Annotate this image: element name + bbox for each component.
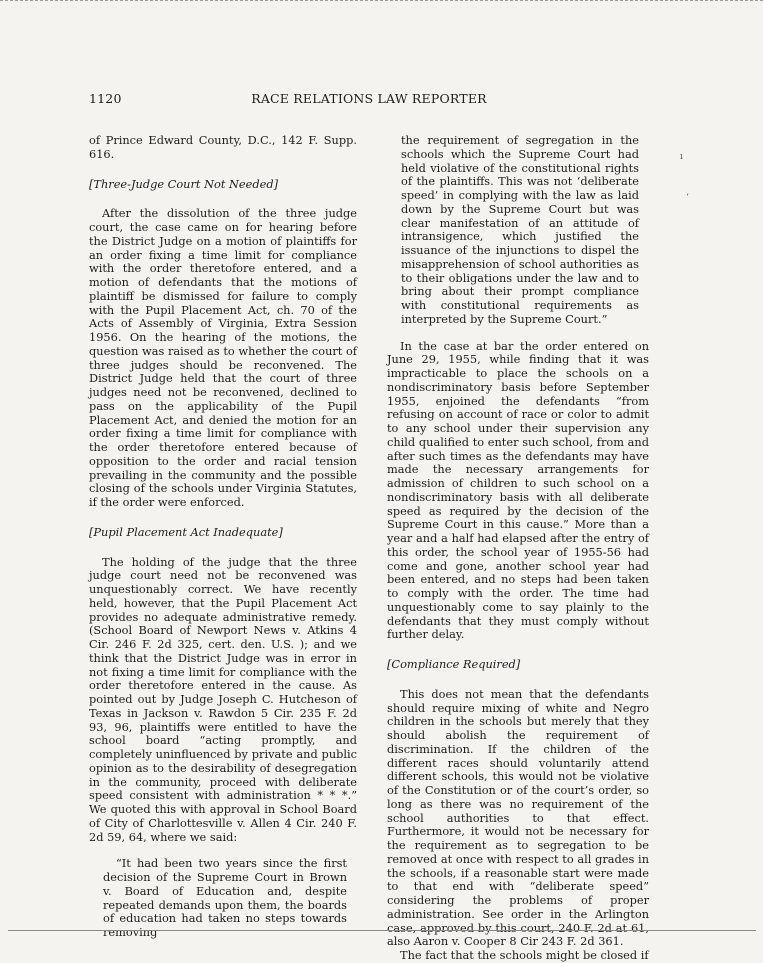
section-heading-compliance: [Compliance Required] — [387, 657, 521, 671]
quotation-start: “It had been two years since the first decision of the Supreme Court in Brown v. Board of Education and, despite repeated demands upon them, the boards of education had taken no steps towards removing — [103, 856, 347, 939]
left-column — [89, 134, 357, 940]
paragraph-schools-closed: The fact that the schools might be closed if — [400, 948, 649, 962]
right-column — [387, 134, 649, 963]
margin-speck: ʻ — [686, 193, 689, 203]
citation-paragraph: of Prince Edward County, D.C., 142 F. Supp. 616. — [89, 133, 357, 161]
quotation-continued: the requirement of segregation in the schools which the Supreme Court had held violative of the constitutional rights of the plaintiffs. This was not ‘deliberate speed’ in complying with the law as laid down by the Supreme Court but was clear manifestation of an attitude of intransigence, which justified the issuance of the injunctions to dispel the misapprehension of school authorities as to their obligations under the law and to bring about their prompt compliance with constitutional requirements as interpreted by the Supreme Court.” — [401, 133, 639, 326]
paragraph-compliance: This does not mean that the defendants should require mixing of white and Negro children in the schools but merely that they should abolish the requirement of discrimination. If the children of the different races should voluntarily attend different schools, this would not be violative of the Constitution or of the court’s order, so long as there was no requirement of the school authorities to that effect. Furthermore, it would not be necessary for the requirement as to segregation to be removed at once with respect to all grades in the schools, if a reasonable start were made to that end with “deliberate speed” considering the problems of proper administration. See order in the Arlington case, approved by this court, 240 F. 2d at 61, also Aaron v. Cooper 8 Cir 243 F. 2d 361. — [387, 686, 649, 949]
section-heading-three-judge-court: [Three-Judge Court Not Needed] — [89, 176, 279, 191]
running-title: RACE RELATIONS LAW REPORTER — [251, 91, 487, 106]
page-number: 1120 — [89, 91, 122, 106]
section-heading-pupil-placement: [Pupil Placement Act Inadequate] — [89, 524, 283, 539]
paragraph-holding: The holding of the judge that the three judge court need not be reconvened was unquestionably correct. We have recently held, however, that the Pupil Placement Act provides no adequate administrative remedy. (School Board of Newport News v. Atkins 4 Cir. 246 F. 2d 325, cert. den. U.S. ); and we think that the District Judge was in error in not fixing a time limit for compliance with the order theretofore entered in the cause. As pointed out by Judge Joseph C. Hutcheson of Texas in Jackson v. Rawdon 5 Cir. 235 F. 2d 93, 96, plaintiffs were entitled to have the school board “acting promptly, and completely uninfluenced by private and public opinion as to the desirability of desegregation in the community, proceed with deliberate speed consistent with administration * * *.” We quoted this with approval in School Board of City of Charlottesville v. Allen 4 Cir. 240 F. 2d 59, 64, where we said: — [89, 554, 357, 844]
page-bottom-edge — [8, 930, 756, 931]
paragraph-case-at-bar: In the case at bar the order entered on June 29, 1955, while finding that it was impracticable to place the schools on a nondiscriminatory basis before September 1955, enjoined the defendants “from refusing on account of race or color to admit to any school under their supervision any child qualified to enter such school, from and after such times as the defendants may have made the necessary arrangements for admission of children to such school on a nondiscriminatory basis with all deliberate speed as required by the decision of the Supreme Court in this cause.” More than a year and a half had elapsed after the entry of this order, the school year of 1955-56 had come and gone, another school year had been entered, and no steps had been taken to comply with the order. The time had unquestionably come to say plainly to the defendants that they must comply without further delay. — [387, 338, 649, 642]
page-header — [89, 91, 649, 109]
margin-speck: ı — [680, 152, 683, 162]
page-top-edge — [0, 0, 763, 1]
paragraph-dissolution: After the dissolution of the three judge court, the case came on for hearing before the District Judge on a motion of plaintiffs for an order fixing a time limit for compliance with the order theretofore entered, and a motion of defendants that the motions of plaintiff be dismissed for failure to comply with the Pupil Placement Act, ch. 70 of the Acts of Assembly of Virginia, Extra Session 1956. On the hearing of the motions, the question was raised as to whether the court of three judges should be reconvened. The District Judge held that the court of three judges need not be reconvened, declined to pass on the applicability of the Pupil Placement Act, and denied the motion for an order fixing a time limit for compliance with the order theretofore entered because of opposition to the order and racial tension prevailing in the community and the possible closing of the schools under Virginia Statutes, if the order were enforced. — [89, 206, 357, 509]
